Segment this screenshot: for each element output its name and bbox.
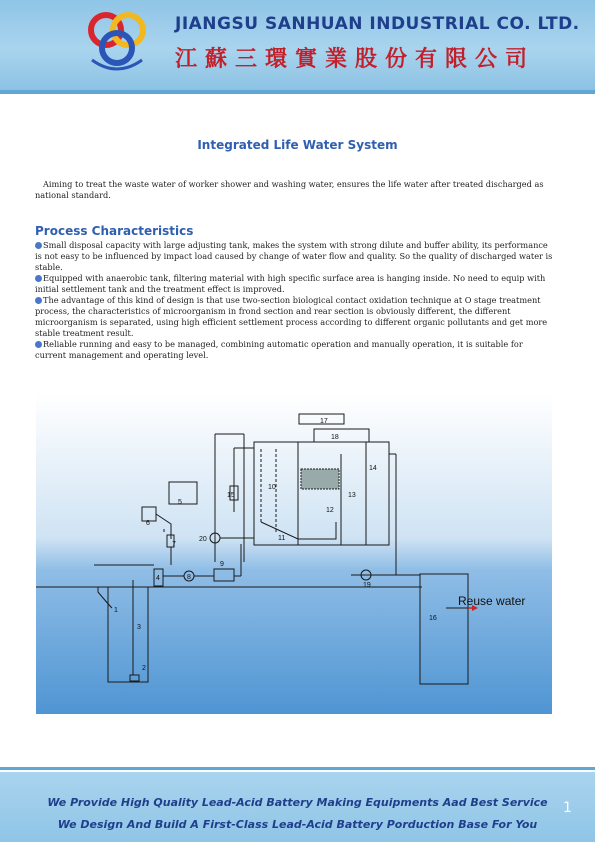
bullet-item bbox=[35, 273, 555, 295]
bullet-text: The advantage of this kind of design is that use two-section biological contact oxidation technique at O stage treatment process, the characteristics of microorganism in frond section and rear section is obviously different, the different microorganism is separated, using high efficient settlement process according to different organic pollutants and get more stable treatment result. bbox=[35, 295, 548, 338]
bullet-list bbox=[35, 240, 555, 361]
bullet-dot-icon bbox=[35, 341, 42, 348]
bullet-text: Reliable running and easy to be managed, combining automatic operation and manually operation, it is suitable for current management and operating level. bbox=[35, 339, 523, 360]
label-8: 8 bbox=[187, 574, 191, 581]
label-14: 14 bbox=[369, 465, 377, 472]
bullet-item bbox=[35, 295, 555, 339]
label-3: 3 bbox=[137, 624, 141, 631]
label-2: 2 bbox=[142, 665, 146, 672]
reuse-water-label: Reuse water bbox=[458, 594, 526, 608]
label-12: 12 bbox=[326, 507, 334, 514]
label-9: 9 bbox=[220, 561, 224, 568]
label-4: 4 bbox=[156, 575, 160, 582]
label-15: 15 bbox=[227, 492, 235, 499]
footer-divider bbox=[0, 767, 595, 770]
label-17: 17 bbox=[320, 418, 328, 425]
section-heading: Process Characteristics bbox=[35, 224, 194, 238]
bullet-dot-icon bbox=[35, 242, 42, 249]
bullet-text: Equipped with anaerobic tank, filtering material with high specific surface area is hanging inside. No need to equip with initial settlement tank and the treatment effect is improved. bbox=[35, 273, 546, 294]
footer-slogan-2: We Design And Build A First-Class Lead-Acid Battery Porduction Base For You bbox=[57, 818, 538, 831]
company-logo bbox=[82, 8, 152, 78]
label-10: 10 bbox=[268, 484, 276, 491]
page-number: 1 bbox=[563, 800, 572, 816]
intro-paragraph: Aiming to treat the waste water of worker shower and washing water, ensures the life water after treated discharged as national standard. bbox=[35, 179, 544, 200]
label-13: 13 bbox=[348, 492, 356, 499]
company-name-en: JIANGSU SANHUAN INDUSTRIAL CO. LTD. bbox=[175, 14, 580, 34]
label-11: 11 bbox=[278, 535, 286, 542]
label-5: 5 bbox=[178, 499, 182, 506]
bullet-dot-icon bbox=[35, 297, 42, 304]
page-title: Integrated Life Water System bbox=[197, 138, 398, 152]
label-6: 6 bbox=[146, 520, 150, 527]
label-19: 19 bbox=[363, 582, 371, 589]
label-20: 20 bbox=[199, 536, 207, 543]
company-name-cn: 江蘇三環實業股份有限公司 bbox=[175, 46, 536, 72]
label-7: 7 bbox=[172, 541, 176, 548]
process-diagram bbox=[36, 394, 552, 714]
label-18: 18 bbox=[331, 434, 339, 441]
bullet-dot-icon bbox=[35, 275, 42, 282]
label-16: 16 bbox=[429, 615, 437, 622]
bullet-item bbox=[35, 240, 555, 273]
footer-slogan-1: We Provide High Quality Lead-Acid Battery Making Equipments Aad Best Service bbox=[47, 796, 548, 809]
label-1: 1 bbox=[114, 607, 118, 614]
bullet-item bbox=[35, 339, 555, 361]
bullet-text: Small disposal capacity with large adjusting tank, makes the system with strong dilute and buffer ability, its performance is not easy to be influenced by impact load caused by change of water flow and quality. So the quality of discharged water is stable. bbox=[35, 240, 553, 272]
header-divider bbox=[0, 90, 595, 94]
